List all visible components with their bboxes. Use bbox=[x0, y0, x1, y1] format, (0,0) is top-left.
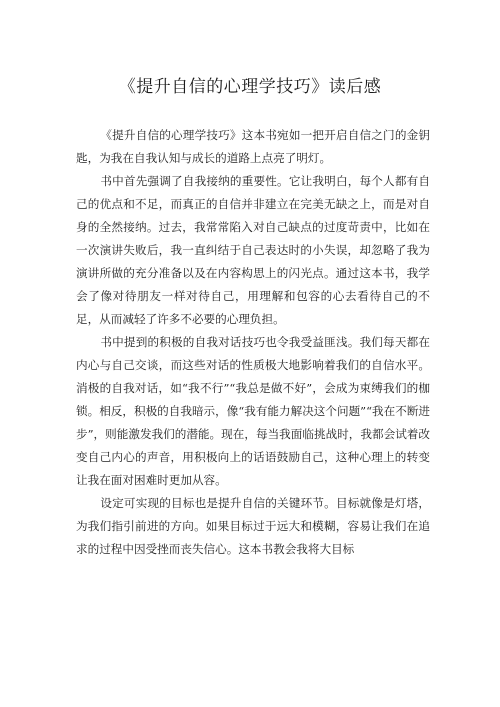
paragraph-intro: 《提升自信的心理学技巧》这本书宛如一把开启自信之门的金钥匙，为我在自我认知与成长的道路上点亮了明灯。 bbox=[76, 128, 430, 165]
document-title: 《提升自信的心理学技巧》读后感 bbox=[118, 77, 382, 97]
paragraph-self-acceptance: 书中首先强调了自我接纳的重要性。它让我明白，每个人都有自己的优点和不足，而真正的自信并非建立在完美无缺之上，而是对自身的全然接纳。过去，我常常陷入对自己缺点的过度苛责中，比如在一次演讲失败后，我一直纠结于自己表达时的小失误，却忽略了我为演讲所做的充分准备以及在内容构思上的闪光点。通过这本书，我学会了像对待朋友一样对待自己，用理解和包容的心去看待自己的不足，从而减轻了许多不必要的心理负担。 bbox=[76, 174, 430, 326]
paragraph-goal-setting: 设定可实现的目标也是提升自信的关键环节。目标就像是灯塔，为我们指引前进的方向。如果目标过于远大和模糊，容易让我们在追求的过程中因受挫而丧失信心。这本书教会我将大目标 bbox=[76, 496, 430, 556]
paragraph-self-talk: 书中提到的积极的自我对话技巧也令我受益匪浅。我们每天都在内心与自己交谈，而这些对话的性质极大地影响着我们的自信水平。消极的自我对话，如“我不行”“我总是做不好”，会成为束缚我们的枷锁。相反，积极的自我暗示，像“我有能力解决这个问题”“我在不断进步”，则能激发我们的潜能。现在，每当我面临挑战时，我都会试着改变自己内心的声音，用积极向上的话语鼓励自己，这种心理上的转变让我在面对困难时更加从容。 bbox=[76, 335, 431, 487]
document-body bbox=[76, 124, 430, 561]
